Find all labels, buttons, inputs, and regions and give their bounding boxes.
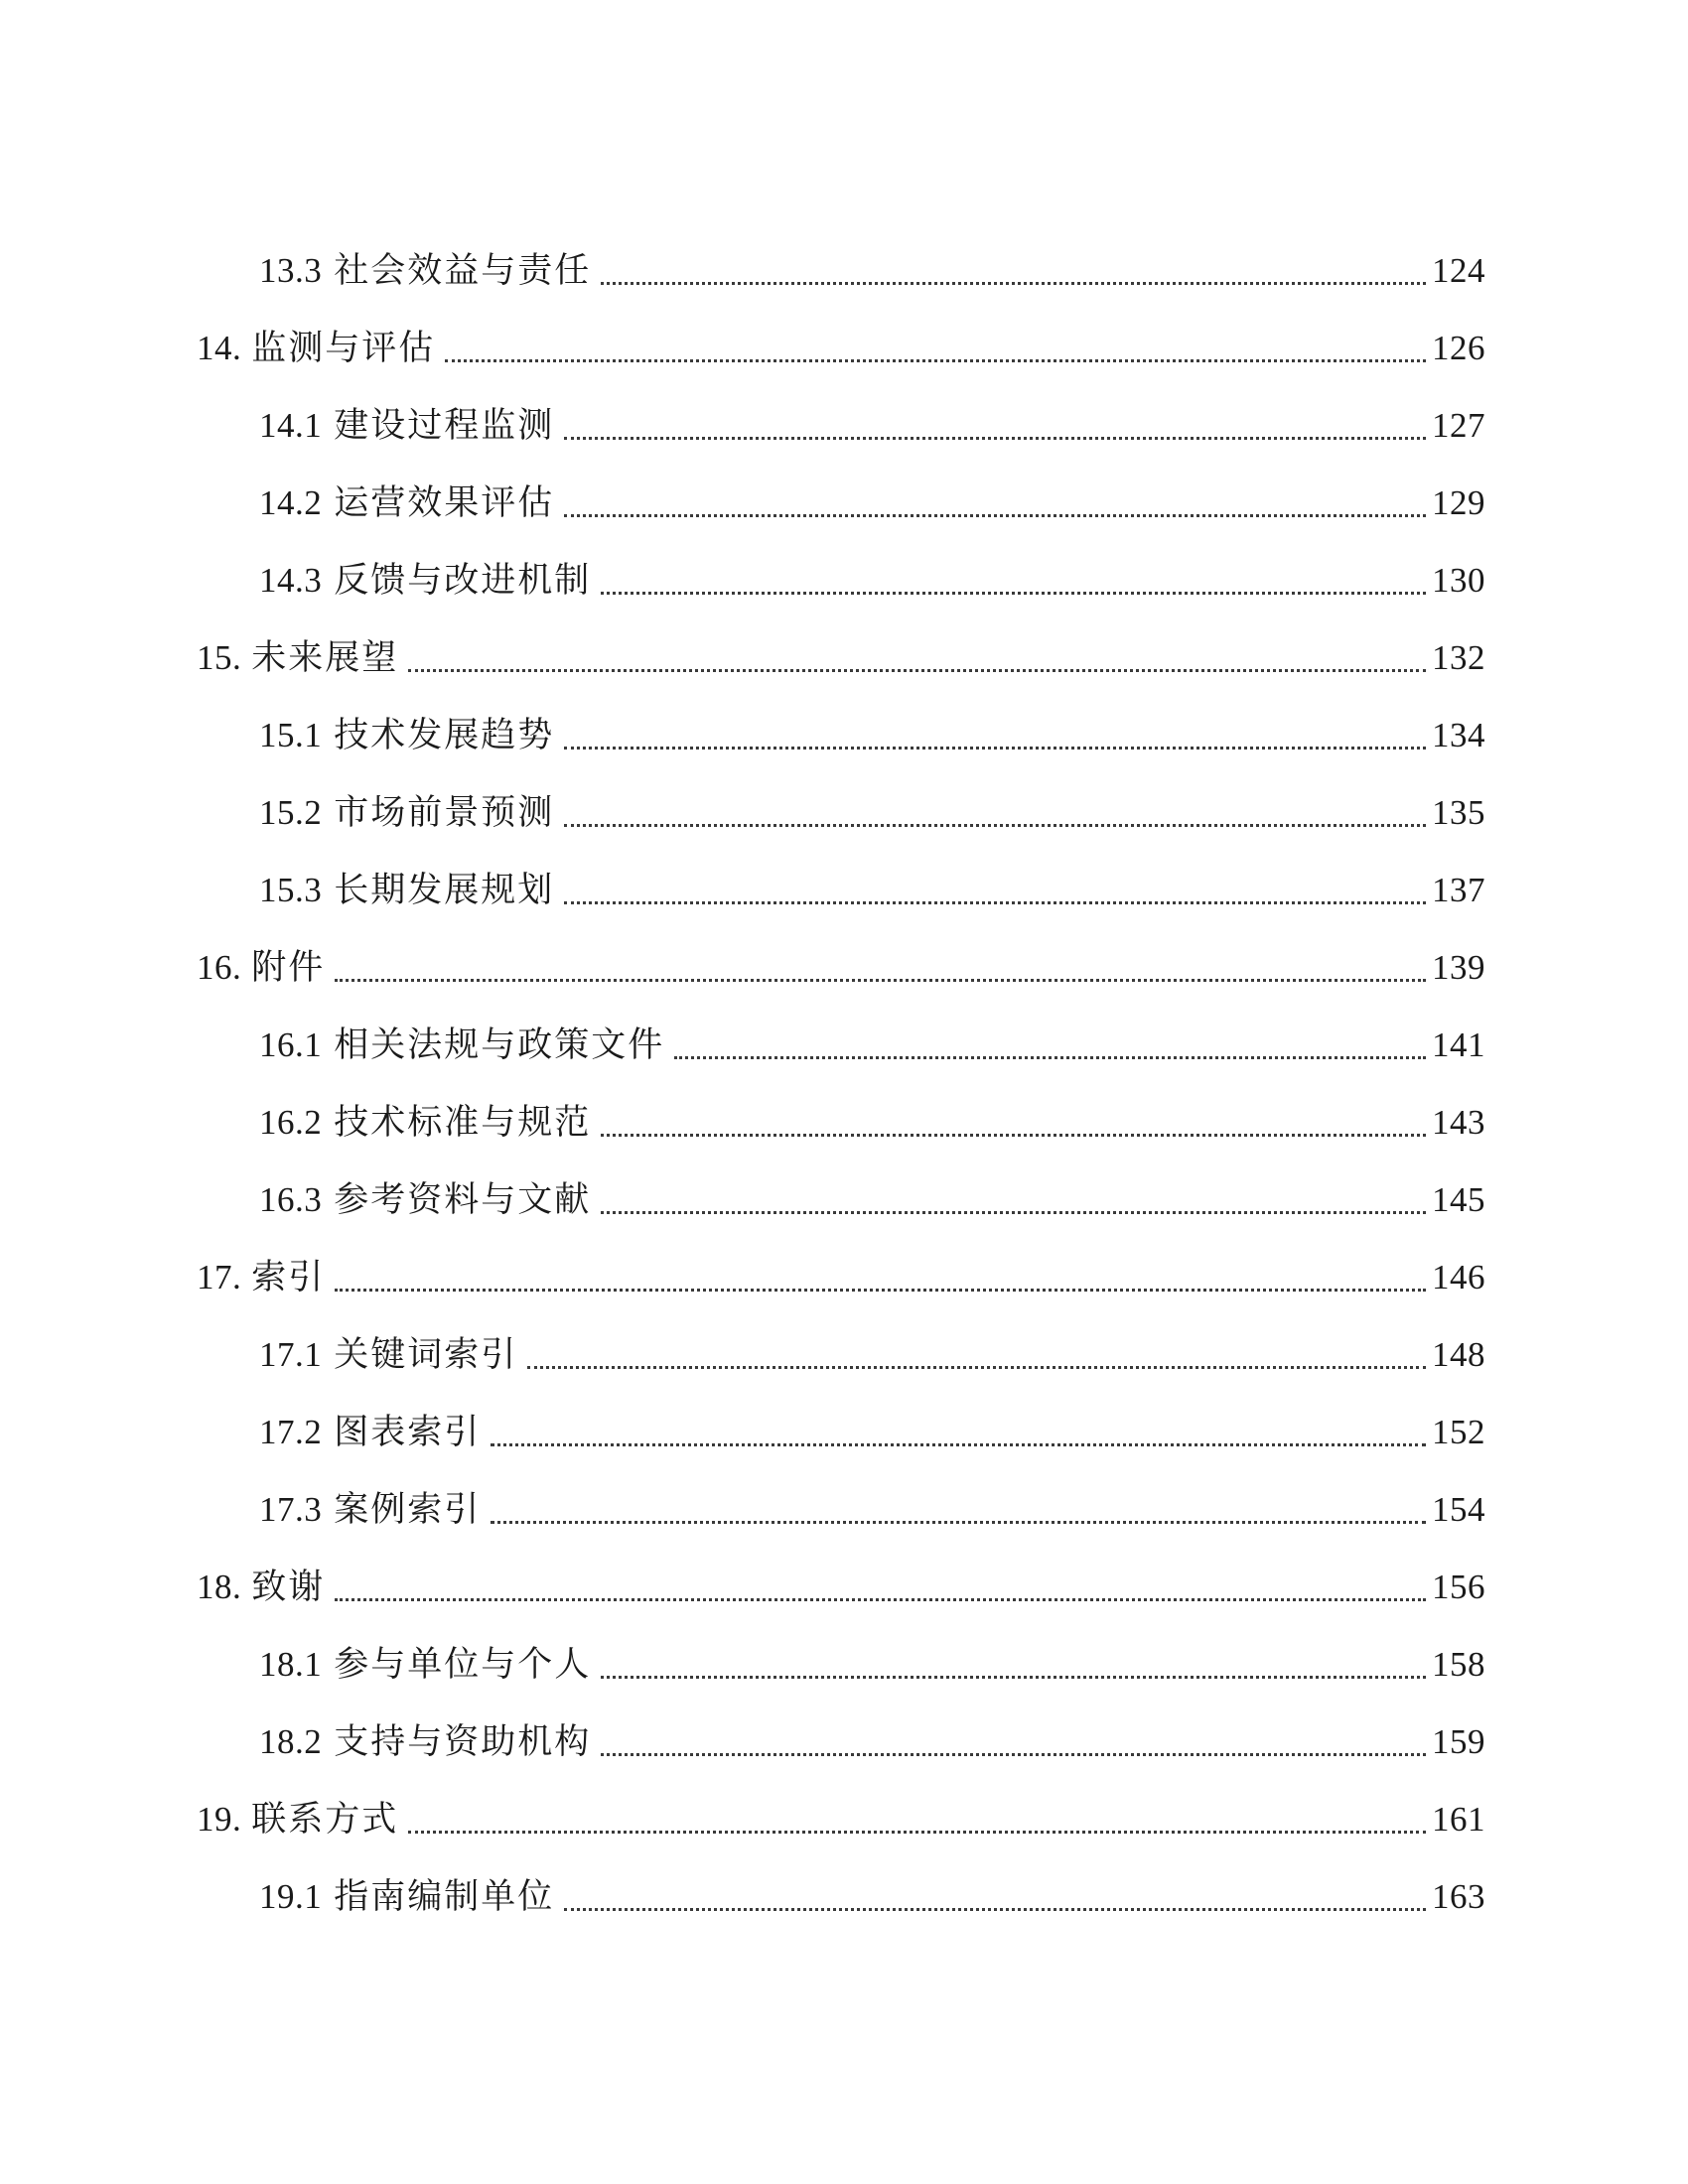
toc-entry[interactable] xyxy=(259,1394,1485,1471)
entry-page-number: 158 xyxy=(1432,1645,1485,1684)
entry-number: 15.2 xyxy=(259,793,323,832)
entry-title: 运营效果评估 xyxy=(334,483,555,522)
toc-entry[interactable] xyxy=(259,1704,1485,1781)
dot-leader xyxy=(408,1831,1426,1834)
entry-title: 市场前景预测 xyxy=(334,793,555,832)
toc-entry[interactable] xyxy=(259,1626,1485,1704)
entry-number: 19.1 xyxy=(259,1877,323,1916)
toc-entry[interactable] xyxy=(259,232,1485,310)
dot-leader xyxy=(564,824,1426,827)
dot-leader xyxy=(491,1443,1426,1446)
dot-leader xyxy=(408,669,1426,672)
dot-leader xyxy=(601,1134,1426,1137)
entry-title: 未来展望 xyxy=(251,638,399,677)
entry-page-number: 154 xyxy=(1432,1490,1485,1529)
entry-title: 案例索引 xyxy=(334,1490,482,1529)
dot-leader xyxy=(564,514,1426,517)
entry-number: 14.1 xyxy=(259,406,323,445)
toc-entry[interactable] xyxy=(259,387,1485,465)
toc-entry[interactable] xyxy=(259,697,1485,774)
toc-entry[interactable] xyxy=(197,929,1485,1007)
toc-entry[interactable] xyxy=(259,1316,1485,1394)
entry-title: 支持与资助机构 xyxy=(334,1722,592,1761)
entry-number: 16. xyxy=(197,948,242,987)
dot-leader xyxy=(335,1598,1426,1601)
entry-title: 索引 xyxy=(251,1258,326,1297)
dot-leader xyxy=(564,747,1426,750)
table-of-contents xyxy=(0,232,1688,1936)
entry-page-number: 129 xyxy=(1432,483,1485,522)
toc-entry[interactable] xyxy=(197,1781,1485,1858)
entry-number: 15.3 xyxy=(259,871,323,909)
entry-number: 19. xyxy=(197,1800,242,1839)
entry-page-number: 161 xyxy=(1432,1800,1485,1839)
entry-title: 参与单位与个人 xyxy=(334,1645,592,1684)
toc-entry[interactable] xyxy=(259,852,1485,929)
dot-leader xyxy=(601,1753,1426,1756)
toc-entry[interactable] xyxy=(197,310,1485,387)
entry-page-number: 135 xyxy=(1432,793,1485,832)
entry-number: 18.2 xyxy=(259,1722,323,1761)
entry-page-number: 148 xyxy=(1432,1335,1485,1374)
entry-page-number: 146 xyxy=(1432,1258,1485,1297)
entry-title: 关键词索引 xyxy=(334,1335,518,1374)
entry-number: 14. xyxy=(197,329,242,367)
toc-entry[interactable] xyxy=(259,774,1485,852)
entry-number: 17. xyxy=(197,1258,242,1297)
dot-leader xyxy=(564,901,1426,904)
entry-title: 图表索引 xyxy=(334,1413,482,1451)
entry-page-number: 126 xyxy=(1432,329,1485,367)
entry-page-number: 141 xyxy=(1432,1025,1485,1064)
entry-page-number: 143 xyxy=(1432,1103,1485,1142)
toc-entry[interactable] xyxy=(259,1471,1485,1549)
entry-title: 社会效益与责任 xyxy=(334,251,592,290)
toc-entry[interactable] xyxy=(197,1549,1485,1626)
dot-leader xyxy=(601,592,1426,595)
toc-entry[interactable] xyxy=(259,465,1485,542)
dot-leader xyxy=(491,1521,1426,1524)
entry-number: 17.1 xyxy=(259,1335,323,1374)
entry-title: 建设过程监测 xyxy=(334,406,555,445)
entry-title: 反馈与改进机制 xyxy=(334,561,592,600)
dot-leader xyxy=(335,1289,1426,1292)
entry-title: 监测与评估 xyxy=(251,329,436,367)
entry-title: 技术发展趋势 xyxy=(334,716,555,754)
entry-page-number: 127 xyxy=(1432,406,1485,445)
entry-title: 相关法规与政策文件 xyxy=(334,1025,665,1064)
entry-title: 参考资料与文献 xyxy=(334,1180,592,1219)
entry-page-number: 130 xyxy=(1432,561,1485,600)
entry-number: 13.3 xyxy=(259,251,323,290)
entry-page-number: 132 xyxy=(1432,638,1485,677)
entry-page-number: 124 xyxy=(1432,251,1485,290)
toc-entry[interactable] xyxy=(197,619,1485,697)
toc-entry[interactable] xyxy=(259,1161,1485,1239)
entry-title: 指南编制单位 xyxy=(334,1877,555,1916)
dot-leader xyxy=(445,359,1426,362)
dot-leader xyxy=(601,1211,1426,1214)
entry-title: 附件 xyxy=(251,948,326,987)
entry-number: 16.2 xyxy=(259,1103,323,1142)
toc-entry[interactable] xyxy=(259,1084,1485,1161)
entry-number: 17.3 xyxy=(259,1490,323,1529)
entry-page-number: 152 xyxy=(1432,1413,1485,1451)
dot-leader xyxy=(527,1366,1426,1369)
entry-page-number: 159 xyxy=(1432,1722,1485,1761)
entry-title: 联系方式 xyxy=(251,1800,399,1839)
dot-leader xyxy=(601,282,1426,285)
entry-number: 16.3 xyxy=(259,1180,323,1219)
entry-page-number: 137 xyxy=(1432,871,1485,909)
entry-page-number: 139 xyxy=(1432,948,1485,987)
dot-leader xyxy=(601,1676,1426,1679)
entry-number: 15. xyxy=(197,638,242,677)
toc-entry[interactable] xyxy=(259,542,1485,619)
entry-title: 致谢 xyxy=(251,1568,326,1606)
dot-leader xyxy=(335,979,1426,982)
entry-number: 18. xyxy=(197,1568,242,1606)
entry-number: 14.2 xyxy=(259,483,323,522)
entry-page-number: 156 xyxy=(1432,1568,1485,1606)
toc-entry[interactable] xyxy=(197,1239,1485,1316)
entry-number: 14.3 xyxy=(259,561,323,600)
dot-leader xyxy=(564,437,1426,440)
dot-leader xyxy=(564,1908,1426,1911)
entry-number: 18.1 xyxy=(259,1645,323,1684)
entry-title: 技术标准与规范 xyxy=(334,1103,592,1142)
toc-entry[interactable] xyxy=(259,1858,1485,1936)
entry-number: 16.1 xyxy=(259,1025,323,1064)
entry-title: 长期发展规划 xyxy=(334,871,555,909)
entry-number: 17.2 xyxy=(259,1413,323,1451)
dot-leader xyxy=(674,1056,1426,1059)
entry-page-number: 134 xyxy=(1432,716,1485,754)
toc-entry[interactable] xyxy=(259,1007,1485,1084)
entry-number: 15.1 xyxy=(259,716,323,754)
entry-page-number: 163 xyxy=(1432,1877,1485,1916)
entry-page-number: 145 xyxy=(1432,1180,1485,1219)
